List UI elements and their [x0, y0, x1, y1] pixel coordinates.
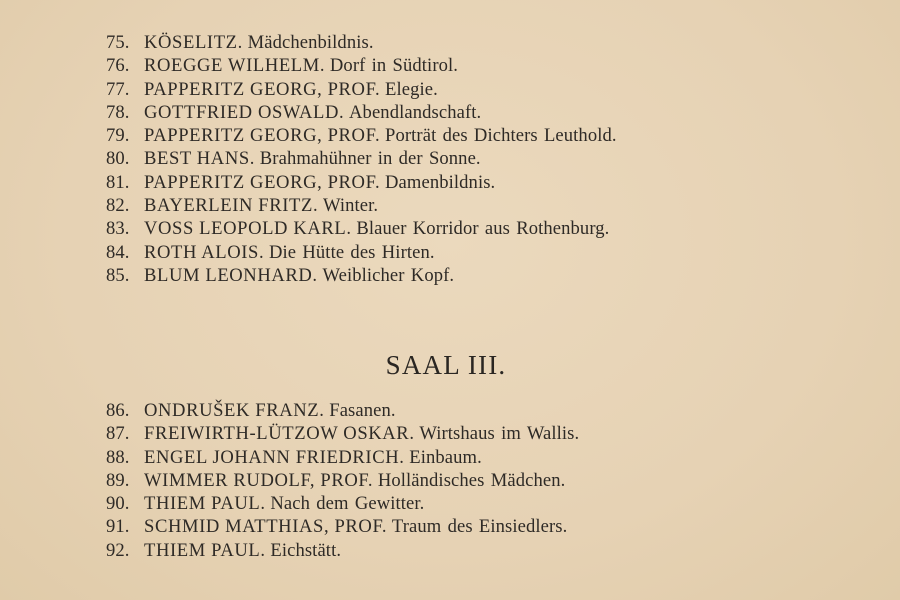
entry-number: 82.	[106, 195, 130, 217]
entry-number: 90.	[106, 493, 130, 515]
entry-number: 76.	[106, 55, 130, 77]
entry-number: 77.	[106, 78, 130, 100]
entry-title: Porträt des Dichters Leuthold.	[385, 125, 617, 147]
catalog-entry	[106, 492, 579, 515]
entry-title: Holländisches Mädchen.	[377, 469, 566, 491]
entry-number: 79.	[106, 125, 130, 147]
entry-artist: GOTTFRIED OSWALD.	[144, 101, 345, 123]
catalog-entry	[106, 194, 617, 217]
catalog-entry	[106, 217, 617, 240]
catalog-entry	[106, 241, 617, 264]
catalog-entry	[106, 539, 579, 562]
entry-title: Mädchenbildnis.	[247, 32, 374, 53]
entry-number: 81.	[106, 171, 130, 193]
entry-title: Einbaum.	[409, 446, 482, 468]
catalog-entry	[106, 31, 617, 54]
entry-title: Abendlandschaft.	[349, 101, 482, 123]
entry-artist: BLUM LEONHARD.	[144, 264, 318, 286]
catalog-list-saal-ii	[106, 31, 617, 287]
entry-title: Eichstätt.	[270, 539, 342, 561]
entry-number: 85.	[106, 264, 130, 286]
entry-title: Wirtshaus im Wallis.	[419, 423, 580, 445]
catalog-list-saal-iii	[106, 399, 579, 562]
catalog-entry	[106, 264, 617, 287]
entry-artist: THIEM PAUL.	[144, 493, 266, 515]
entry-artist: ENGEL JOHANN FRIEDRICH.	[144, 446, 405, 468]
catalog-entry	[106, 446, 579, 469]
entry-number: 87.	[106, 423, 130, 445]
entry-number: 88.	[106, 446, 130, 468]
entry-artist: SCHMID MATTHIAS, PROF.	[144, 516, 388, 538]
entry-number: 84.	[106, 241, 130, 263]
entry-title: Blauer Korridor aus Rothenburg.	[356, 218, 610, 240]
catalog-entry	[106, 147, 617, 170]
entry-artist: KÖSELITZ.	[144, 32, 243, 53]
catalog-entry	[106, 399, 579, 422]
entry-number: 89.	[106, 469, 130, 491]
entry-title: Nach dem Gewitter.	[270, 493, 425, 515]
entry-title: Damenbildnis.	[385, 171, 496, 193]
catalog-entry	[106, 422, 579, 445]
entry-title: Brahmahühner in der Sonne.	[259, 148, 481, 170]
entry-artist: ROTH ALOIS.	[144, 241, 265, 263]
entry-number: 83.	[106, 218, 130, 240]
catalog-entry	[106, 469, 579, 492]
section-heading	[0, 350, 900, 381]
entry-artist: PAPPERITZ GEORG, PROF.	[144, 125, 381, 147]
entry-artist: WIMMER RUDOLF, PROF.	[144, 469, 374, 491]
entry-title: Dorf in Südtirol.	[329, 55, 459, 77]
entry-number: 80.	[106, 148, 130, 170]
entry-artist: PAPPERITZ GEORG, PROF.	[144, 78, 381, 100]
catalog-entry	[106, 78, 617, 101]
catalog-entry	[106, 101, 617, 124]
entry-artist: BEST HANS.	[144, 148, 256, 170]
entry-number: 91.	[106, 516, 130, 538]
entry-title: Die Hütte des Hirten.	[268, 241, 435, 263]
entry-artist: PAPPERITZ GEORG, PROF.	[144, 171, 381, 193]
catalog-entry	[106, 124, 617, 147]
entry-number: 92.	[106, 539, 130, 561]
entry-title: Fasanen.	[329, 400, 396, 421]
entry-title: Elegie.	[385, 78, 438, 100]
entry-title: Weiblicher Kopf.	[322, 264, 455, 286]
entry-artist: ONDRUŠEK FRANZ.	[144, 400, 325, 421]
entry-number: 86.	[106, 400, 130, 421]
entry-artist: FREIWIRTH-LÜTZOW OSKAR.	[144, 423, 415, 445]
entry-title: Traum des Einsiedlers.	[391, 516, 568, 538]
catalog-entry	[106, 515, 579, 538]
catalog-entry	[106, 54, 617, 77]
catalog-entry	[106, 171, 617, 194]
entry-artist: VOSS LEOPOLD KARL.	[144, 218, 352, 240]
entry-artist: ROEGGE WILHELM.	[144, 55, 326, 77]
entry-title: Winter.	[322, 195, 379, 217]
entry-number: 75.	[106, 32, 130, 53]
entry-artist: THIEM PAUL.	[144, 539, 266, 561]
entry-number: 78.	[106, 101, 130, 123]
entry-artist: BAYERLEIN FRITZ.	[144, 195, 319, 217]
section-heading-text: SAAL III.	[385, 350, 507, 380]
